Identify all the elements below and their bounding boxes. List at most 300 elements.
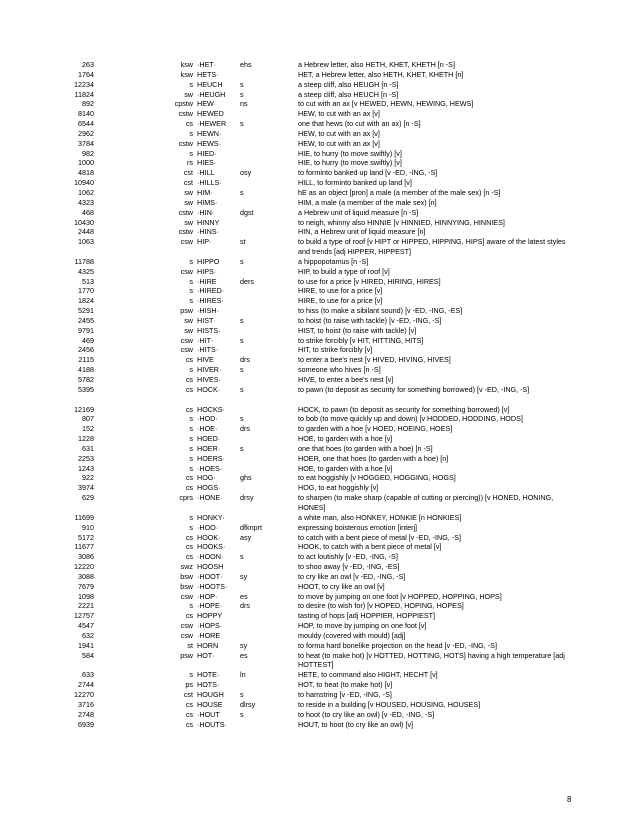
entry-row	[0, 237, 638, 257]
entry-number: 9791	[78, 325, 94, 335]
entry-number: 1228	[78, 434, 94, 444]
entry-hooks: drsy	[240, 493, 254, 503]
entry-definition: HOT, to heat (to make hot) [v]	[298, 680, 393, 690]
entry-number: 633	[82, 670, 94, 680]
entry-tags: cst	[183, 178, 193, 188]
entry-row	[0, 306, 638, 316]
entry-word: HOER·	[197, 443, 221, 453]
entry-word: HEWS·	[197, 138, 221, 148]
entry-tags: cs	[185, 542, 193, 552]
entry-hooks: s	[240, 256, 244, 266]
entry-number: 7679	[78, 581, 94, 591]
entry-number: 1824	[78, 296, 94, 306]
entry-number: 11788	[74, 256, 94, 266]
entry-row	[0, 208, 638, 218]
entry-word: ·HEUGH	[197, 89, 226, 99]
entry-hooks: es	[240, 650, 248, 660]
entry-word: HOCKS·	[197, 404, 225, 414]
entry-hooks: ln	[240, 670, 246, 680]
entry-word: HISTS·	[197, 325, 221, 335]
entry-word: ·HOO·	[197, 522, 219, 532]
entry-word: ·HIRED·	[197, 286, 225, 296]
entry-definition: HETE, to command also HIGHT, HECHT [v]	[298, 670, 438, 680]
entry-word: ·HITS·	[197, 345, 219, 355]
entry-row	[0, 562, 638, 572]
entry-number: 2744	[78, 680, 94, 690]
entry-definition: to act loutishly [v -ED, -ING, -S]	[298, 552, 398, 562]
entry-number: 3716	[78, 699, 94, 709]
entry-definition: HIRE, to use for a price [v]	[298, 286, 383, 296]
entry-tags: cstw	[178, 138, 193, 148]
entry-definition: a steep cliff, also HEUGH [n -S]	[298, 79, 399, 89]
entry-row	[0, 611, 638, 621]
entry-definition: HILL, to forminto banked up land [v]	[298, 178, 412, 188]
entry-tags: csw	[180, 335, 193, 345]
entry-word: HEWN·	[197, 128, 222, 138]
entry-hooks: s	[240, 709, 244, 719]
entry-number: 11699	[74, 512, 94, 522]
entry-row	[0, 710, 638, 720]
entry-number: 5395	[78, 384, 94, 394]
entry-row	[0, 582, 638, 592]
entry-word: ·HISH·	[197, 306, 219, 316]
entry-word: ·HOON·	[197, 552, 224, 562]
entry-tags: s	[189, 286, 193, 296]
entry-definition: HOER, one that hoes (to garden with a hoe) [n]	[298, 453, 449, 463]
entry-hooks: s	[240, 335, 244, 345]
entry-word: HEW·	[197, 99, 217, 109]
entry-definition: HOG, to eat hoggishly [v]	[298, 483, 379, 493]
entry-word: ·HIRE	[197, 276, 217, 286]
entry-definition: HIE, to hurry (to move swiftly) [v]	[298, 148, 402, 158]
entry-word: HOG·	[197, 473, 216, 483]
entry-definition: to bob (to move quickly up and down) [v HODDED, HODDING, HODS]	[298, 414, 523, 424]
entry-word: HOUSE	[197, 699, 223, 709]
entry-row	[0, 552, 638, 562]
entry-tags: sw	[184, 315, 193, 325]
entry-tags: cs	[185, 375, 193, 384]
entry-number: 892	[82, 99, 94, 109]
entry-number: 6544	[78, 119, 94, 129]
entry-definition: HIRE, to use for a price [v]	[298, 296, 383, 306]
entry-definition: to build a type of roof [v HIPT or HIPPED, HIPPING, HIPS] aware of the latest styles and trends [adj HIPPER, HIPPEST]	[298, 237, 566, 257]
entry-word: HOOK·	[197, 532, 221, 542]
entry-row	[0, 464, 638, 474]
entry-word: HOTE·	[197, 670, 220, 680]
entry-number: 4325	[78, 266, 94, 276]
entry-word: ·HOPE·	[197, 601, 223, 611]
entry-definition: a steep cliff, also HEUCH [n -S]	[298, 89, 399, 99]
entry-tags: cprs	[179, 493, 193, 503]
entry-number: 4188	[78, 365, 94, 375]
entry-definition: HOCK, to pawn (to deposit as security for something borrowed) [v]	[298, 404, 510, 414]
entry-definition: to neigh, whinny also HINNIE [v HINNIED, HINNYING, HINNIES]	[298, 217, 505, 227]
page-number: 8	[567, 795, 572, 804]
entry-row	[0, 129, 638, 139]
entry-word: ·HILL	[197, 168, 215, 178]
entry-number: 12270	[74, 690, 94, 699]
entry-tags: ps	[185, 680, 193, 690]
entry-number: 632	[82, 630, 94, 640]
entry-definition: to use for a price [v HIRED, HIRING, HIRES]	[298, 276, 441, 286]
entry-word: ·HOPS·	[197, 621, 223, 631]
entry-tags: s	[189, 453, 193, 463]
entry-hooks: st	[240, 237, 246, 247]
entry-number: 3784	[78, 138, 94, 148]
entry-definition: to cry like an owl [v -ED, -ING, -S]	[298, 571, 406, 581]
entry-definition: a white man, also HONKEY, HONKIE [n HONKIES]	[298, 512, 462, 522]
entry-word: HONKY·	[197, 512, 225, 522]
entry-row	[0, 218, 638, 228]
entry-row	[0, 90, 638, 100]
entry-hooks: dfknprt	[240, 522, 262, 532]
entry-definition: to hiss (to make a sibilant sound) [v -ED, -ING, -ES]	[298, 306, 463, 316]
entry-tags: s	[189, 128, 193, 138]
entry-row	[0, 405, 638, 415]
entry-hooks: s	[240, 690, 244, 699]
entry-word: HIP·	[197, 237, 212, 247]
entry-hooks: osy	[240, 168, 252, 178]
entry-word: ·HILLS·	[197, 178, 222, 188]
entry-row	[0, 592, 638, 602]
entry-row	[0, 523, 638, 533]
entry-tags: sw	[184, 217, 193, 227]
entry-row	[0, 99, 638, 109]
entry-number: 584	[82, 650, 94, 660]
entry-definition: HOUT, to hoot (to cry like an owl) [v]	[298, 719, 414, 729]
entry-number: 4323	[78, 197, 94, 207]
entry-hooks: s	[240, 315, 244, 325]
entry-definition: HEW, to cut with an ax [v]	[298, 128, 380, 138]
entry-tags: swz	[180, 562, 193, 572]
entry-word: HIPPO	[197, 256, 220, 266]
entry-row	[0, 139, 638, 149]
entry-number: 6939	[78, 719, 94, 729]
entry-definition: someone who hives [n -S]	[298, 365, 381, 375]
entry-definition: to sharpen (to make sharp (capable of cutting or piercing)) [v HONED, HONING, HONES]	[298, 493, 554, 512]
entry-word: ·HOUT	[197, 709, 220, 719]
entry-row	[0, 257, 638, 267]
entry-tags: cstw	[178, 227, 193, 237]
entry-number: 469	[82, 335, 94, 345]
entry-row	[0, 493, 638, 513]
entry-hooks: s	[240, 384, 244, 394]
entry-word: ·HOE·	[197, 424, 218, 434]
entry-hooks: dlrsy	[240, 699, 256, 709]
entry-row	[0, 326, 638, 336]
entry-definition: HIE, to hurry (to move swiftly) [v]	[298, 158, 402, 168]
entry-tags: s	[189, 443, 193, 453]
entry-definition: to eat hoggishly [v HOGGED, HOGGING, HOGS]	[298, 473, 456, 483]
entry-word: HINNY	[197, 217, 220, 227]
entry-definition: to forma hard bonelike projection on the head [v -ED, -ING, -S]	[298, 640, 497, 650]
entry-number: 8140	[78, 109, 94, 119]
entry-row	[0, 316, 638, 326]
entry-number: 2456	[78, 345, 94, 355]
entry-number: 1063	[78, 237, 94, 247]
entry-word: ·HIN·	[197, 207, 215, 217]
entry-word: HOOKS·	[197, 542, 226, 552]
entry-word: HETS·	[197, 69, 219, 79]
entry-tags: csw	[180, 621, 193, 631]
entry-tags: cs	[185, 719, 193, 729]
entry-row	[0, 80, 638, 90]
entry-word: ·HOES·	[197, 463, 223, 473]
entry-number: 1941	[78, 640, 94, 650]
entry-number: 11824	[74, 89, 94, 99]
entry-number: 631	[82, 443, 94, 453]
entry-tags: s	[189, 434, 193, 444]
entry-tags: sw	[184, 197, 193, 207]
entry-tags: csw	[180, 591, 193, 601]
entry-word: ·HOUTS·	[197, 719, 227, 729]
entry-tags: cpstw	[174, 99, 193, 109]
entry-hooks: s	[240, 552, 244, 562]
entry-definition: HOE, to garden with a hoe [v]	[298, 434, 393, 444]
entry-tags: cstw	[178, 207, 193, 217]
entry-definition: HOP, to move by jumping on one foot [v]	[298, 621, 427, 631]
entry-row	[0, 277, 638, 287]
entry-row	[0, 533, 638, 543]
entry-definition: to forminto banked up land [v -ED, -ING, -S]	[298, 168, 438, 178]
entry-number: 1000	[78, 158, 94, 168]
entry-row	[0, 700, 638, 710]
entry-tags: sw	[184, 89, 193, 99]
entry-word: ·HIRES·	[197, 296, 224, 306]
entry-hooks: asy	[240, 532, 252, 542]
entry-tags: sw	[184, 187, 193, 197]
entry-definition: to pawn (to deposit as security for something borrowed) [v -ED, -ING, -S]	[298, 384, 530, 394]
entry-tags: psw	[180, 306, 193, 316]
entry-word: HOED·	[197, 434, 221, 444]
entry-tags: cst	[183, 690, 193, 699]
entry-number: 1243	[78, 463, 94, 473]
entry-word: HEWED	[197, 109, 224, 119]
entry-tags: sw	[184, 325, 193, 335]
entry-row	[0, 444, 638, 454]
entry-tags: s	[189, 414, 193, 424]
entry-definition: one that hoes (to garden with a hoe) [n -S]	[298, 443, 433, 453]
entry-tags: cs	[185, 384, 193, 394]
entry-word: HOT·	[197, 650, 215, 660]
entry-word: ·HOP·	[197, 591, 218, 601]
entry-hooks: s	[240, 187, 244, 197]
entry-row	[0, 336, 638, 346]
entry-row	[0, 365, 638, 375]
entry-hooks: s	[240, 79, 244, 89]
entry-word: HOTS·	[197, 680, 220, 690]
entry-number: 12220	[74, 562, 94, 572]
entry-definition: to garden with a hoe [v HOED, HOEING, HOES]	[298, 424, 453, 434]
entry-number: 12234	[74, 79, 94, 89]
entry-tags: cs	[185, 483, 193, 493]
entry-definition: a Hebrew unit of liquid measure [n -S]	[298, 207, 419, 217]
entry-number: 807	[82, 414, 94, 424]
entry-definition: expressing boisterous emotion [interj]	[298, 522, 418, 532]
entry-definition: HOE, to garden with a hoe [v]	[298, 463, 393, 473]
entry-definition: to hamstring [v -ED, -ING, -S]	[298, 690, 392, 699]
entry-row	[0, 60, 638, 70]
entry-tags: s	[189, 296, 193, 306]
entry-tags: cs	[185, 473, 193, 483]
entry-tags: s	[189, 79, 193, 89]
entry-number: 2221	[78, 601, 94, 611]
entry-definition: to hoist (to raise with tackle) [v -ED, -ING, -S]	[298, 315, 442, 325]
entry-number: 10430	[74, 217, 94, 227]
entry-tags: csw	[180, 345, 193, 355]
entry-row	[0, 109, 638, 119]
entry-number: 5172	[78, 532, 94, 542]
entry-number: 513	[82, 276, 94, 286]
entry-number: 2448	[78, 227, 94, 237]
entry-number: 910	[82, 522, 94, 532]
entry-tags: s	[189, 424, 193, 434]
entry-tags: cs	[185, 404, 193, 414]
entry-tags: cst	[183, 168, 193, 178]
entry-definition: to heat (to make hot) [v HOTTED, HOTTING, HOTS] having a high temperature [adj HOTTEST]	[298, 650, 565, 670]
entry-word: HOGS·	[197, 483, 221, 493]
entry-word: ·HORE	[197, 630, 221, 640]
entry-word: HIVER·	[197, 365, 222, 375]
entry-number: 2748	[78, 709, 94, 719]
entry-word: HIST·	[197, 315, 216, 325]
entry-number: 629	[82, 493, 94, 503]
entry-tags: cs	[185, 119, 193, 129]
entry-word: HOPPY	[197, 611, 223, 621]
entry-number: 5291	[78, 306, 94, 316]
entry-row	[0, 631, 638, 641]
entry-word: ·HIT·	[197, 335, 214, 345]
entry-hooks: sy	[240, 571, 248, 581]
entry-definition: HIM, a male (a member of the male sex) [n]	[298, 197, 437, 207]
entry-word: HOOSH	[197, 562, 224, 572]
entry-tags: s	[189, 276, 193, 286]
entry-number: 3974	[78, 483, 94, 493]
entry-hooks: s	[240, 89, 244, 99]
entry-number: 4547	[78, 621, 94, 631]
entry-tags: ksw	[180, 60, 193, 69]
entry-row	[0, 651, 638, 671]
entry-tags: ksw	[180, 69, 193, 79]
entry-tags: csw	[180, 630, 193, 640]
entry-definition: HEW, to cut with an ax [v]	[298, 109, 380, 119]
entry-number: 3086	[78, 552, 94, 562]
entry-definition: HET, a Hebrew letter, also HETH, KHET, KHETH [n]	[298, 69, 464, 79]
entry-number: 1062	[78, 187, 94, 197]
entry-definition: tasting of hops [adj HOPPIER, HOPPIEST]	[298, 611, 436, 621]
entry-definition: to reside in a building [v HOUSED, HOUSING, HOUSES]	[298, 699, 481, 709]
entry-word: HIVES·	[197, 375, 221, 384]
entry-tags: cs	[185, 532, 193, 542]
entry-row	[0, 355, 638, 365]
entry-definition: to hoot (to cry like an owl) [v -ED, -ING, -S]	[298, 709, 435, 719]
entry-number: 4818	[78, 168, 94, 178]
entry-word: HIED·	[197, 148, 217, 158]
entry-tags: cs	[185, 699, 193, 709]
entry-row	[0, 198, 638, 208]
entry-definition: HIN, a Hebrew unit of liquid measure [n]	[298, 227, 426, 237]
entry-number: 152	[82, 424, 94, 434]
entry-hooks: drs	[240, 601, 250, 611]
entry-definition: a Hebrew letter, also HETH, KHET, KHETH [n -S]	[298, 60, 455, 69]
entry-row	[0, 542, 638, 552]
entry-definition: to enter a bee's nest [v HIVED, HIVING, HIVES]	[298, 355, 451, 365]
entry-hooks: s	[240, 443, 244, 453]
entry-word: HIVE	[197, 355, 214, 365]
entry-row	[0, 188, 638, 198]
entry-hooks: ns	[240, 99, 248, 109]
entry-row	[0, 670, 638, 680]
entry-definition: one that hews (to cut with an ax) [n -S]	[298, 119, 421, 129]
entry-row	[0, 424, 638, 434]
entry-definition: to desire (to wish for) [v HOPED, HOPING, HOPES]	[298, 601, 464, 611]
entry-tags: cstw	[178, 109, 193, 119]
entry-word: ·HOOTS·	[197, 581, 228, 591]
entry-number: 982	[82, 148, 94, 158]
entry-row	[0, 375, 638, 385]
entry-definition: HEW, to cut with an ax [v]	[298, 138, 380, 148]
entry-definition: a hippopotamus [n -S]	[298, 256, 369, 266]
entry-hooks: s	[240, 119, 244, 129]
entry-hooks: s	[240, 365, 244, 375]
entry-row	[0, 158, 638, 168]
entry-tags: cs	[185, 709, 193, 719]
entry-word: HIES·	[197, 158, 217, 168]
entry-row	[0, 267, 638, 277]
entry-number: 2455	[78, 315, 94, 325]
entry-number: 2962	[78, 128, 94, 138]
entry-hooks: drs	[240, 424, 250, 434]
entry-tags: s	[189, 148, 193, 158]
entry-word: HIMS·	[197, 197, 218, 207]
entry-definition: hE as an object [pron] a male (a member of the male sex) [n -S]	[298, 187, 501, 197]
entry-tags: st	[187, 640, 193, 650]
entry-word: HOUGH	[197, 690, 224, 699]
entry-row	[0, 483, 638, 493]
entry-definition: HOOT, to cry like an owl [v]	[298, 581, 385, 591]
entry-definition: to cut with an ax [v HEWED, HEWN, HEWING, HEWS]	[298, 99, 474, 109]
entry-hooks: ghs	[240, 473, 252, 483]
entry-row	[0, 70, 638, 80]
entry-word: ·HET·	[197, 60, 217, 69]
entry-row	[0, 601, 638, 611]
entry-tags: csw	[180, 266, 193, 276]
entry-word: HEUCH	[197, 79, 223, 89]
entry-tags: csw	[180, 237, 193, 247]
entry-hooks: es	[240, 591, 248, 601]
entry-row	[0, 345, 638, 355]
entry-definition: HIT, to strike forcibly [v]	[298, 345, 373, 355]
entry-hooks: drs	[240, 355, 250, 365]
entry-row	[0, 454, 638, 464]
entry-tags: bsw	[180, 571, 193, 581]
entry-definition: to strike forcibly [v HIT, HITTING, HITS]	[298, 335, 424, 345]
entry-row	[0, 286, 638, 296]
entry-tags: cs	[185, 611, 193, 621]
entry-tags: rs	[187, 158, 193, 168]
entry-word: ·HONE·	[197, 493, 223, 503]
entry-definition: mouldy (covered with mould) [adj]	[298, 630, 406, 640]
entry-definition: to catch with a bent piece of metal [v -ED, -ING, -S]	[298, 532, 461, 542]
entry-tags: cs	[185, 355, 193, 365]
entry-row	[0, 296, 638, 306]
entry-number: 922	[82, 473, 94, 483]
entry-row	[0, 178, 638, 188]
entry-word: ·HOD·	[197, 414, 218, 424]
entry-word: ·HEWER	[197, 119, 227, 129]
entry-number: 263	[82, 60, 94, 69]
entry-tags: s	[189, 463, 193, 473]
